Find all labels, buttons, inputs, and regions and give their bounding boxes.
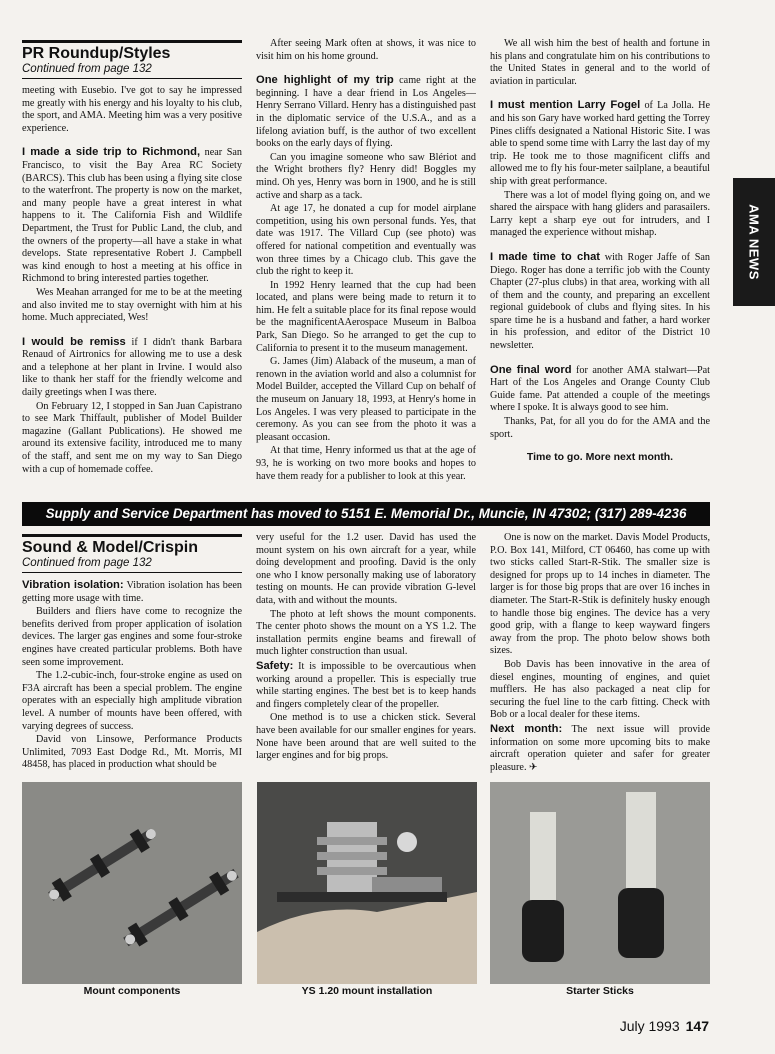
paragraph: One method is to use a chicken stick. Several have been available for our smaller engines for years. None have been around that are well suited to the larger engines and for big props. xyxy=(256,712,476,762)
paragraph: Bob Davis has been innovative in the area of diesel engines, mounting of engines, and quiet mufflers. He has also packaged a neat clip for securing the fuel line to the carb fitting. Check with Bob or a local dealer for these items. xyxy=(490,658,710,721)
paragraph: The photo at left shows the mount components. The center photo shows the mount on a YS 1.2. The installation permits engine beams and firewall of much lighter construction than usual. xyxy=(256,608,476,658)
ama-news-label: AMA NEWS xyxy=(746,204,762,280)
paragraph: Wes Meahan arranged for me to be at the meeting and also invited me to stay overnight with him at his home. Much appreciated, Wes! xyxy=(22,286,242,324)
paragraph: meeting with Eusebio. I've got to say he impressed me greatly with his energy and his loyalty to his club, the sport, and AMA. Meeting him was a very positive experience. xyxy=(22,85,242,134)
paragraph: We all wish him the best of health and fortune in his plans and congratulate him on his contributions to the United States in general and to the world of aviation in particular. xyxy=(490,38,710,87)
sound-section-title: Sound & Model/Crispin xyxy=(22,539,198,556)
paragraph: One is now on the market. Davis Model Products, P.O. Box 141, Milford, CT 06460, has come up with two sticks called Start-R-Stik. The smaller size is designed for props up to 14 inches in diameter. The larger is for those big props that are over 16 inches in diameter. The Start-R-Stik is definitely husky enough to handle those big engines. The device has a very good grip, with a flange to keep wayward fingers away from the prop. The photo below shows both sizes. xyxy=(490,532,710,657)
sound-column-1 xyxy=(22,534,242,780)
photo-caption: Starter Sticks xyxy=(566,985,634,997)
paragraph: One highlight of my trip came right at the beginning. I have a dear friend in Los Angeles—Henry Serrano Villard. Henry has a distinguished past in the diplomatic service of the U.S.A., and as a lifelong aviation buff, is the author of two excellent books on the early days of flying. xyxy=(256,74,476,150)
supply-service-banner: Supply and Service Department has moved to 5151 E. Memorial Dr., Muncie, IN 47302; (317) 289-4236 xyxy=(22,502,710,526)
closing-line: Time to go. More next month. xyxy=(526,451,674,464)
paragraph: David von Linsowe, Performance Products Unlimited, 7093 East Dodge Rd., Mt. Morris, MI 48458, has placed in production what should be xyxy=(22,734,242,771)
paragraph: G. James (Jim) Alaback of the museum, a man of renown in the aviation world and also a columnist for Model Builder, accepted the Villard Cup on behalf of the museum on January 18, 1993, at Henry's home in Los Angeles. I was very pleased to participate in the ceremony. As you can see from the photo it was a pleasant occasion. xyxy=(256,356,476,443)
photo-caption: YS 1.20 mount installation xyxy=(301,985,433,997)
paragraph: The 1.2-cubic-inch, four-stroke engine as used on F3A aircraft has been a special problem. The engine operates with an especially high amplitude vibration level. A number of mounts have been offered, with varying degrees of success. xyxy=(22,670,242,732)
ama-news-tab xyxy=(733,178,775,306)
paragraph: At age 17, he donated a cup for model airplane competition, using his own personal funds. Yes, that date was 1917. The Villard Cup (see photo) was offered for national competition and eventually was won three times by a Chicago club. This gave the club the right to keep it. xyxy=(256,203,476,278)
pr-section-header xyxy=(22,40,242,79)
sound-column-2 xyxy=(256,532,476,780)
paragraph: Next month: The next issue will provide information on some more upcoming bits to make aircraft operation quieter and safer for greater pleasure. ✈ xyxy=(490,722,710,773)
pr-column-3 xyxy=(490,38,710,495)
paragraph: In 1992 Henry learned that the cup had been located, and plans were being made to return it to him. He felt a suitable place for its final repose would be the magnificentAAerospace Museum in Balboa Park, San Diego. So he arranged to get the cup to California to present it to the museum management. xyxy=(256,279,476,354)
paragraph: I made time to chat with Roger Jaffe of San Diego. Roger has done a terrific job with the County Chapter (27-plus clubs) in that area, working with all of them and the county, and preparing an excellent regional guidebook of clubs and flying sites. In his spare time he is a husband and father, a hard worker in his profession, and editor of the District 10 newsletter. xyxy=(490,250,710,352)
paragraph: On February 12, I stopped in San Juan Capistrano to see Mark Thiffault, publisher of Model Builder magazine (Gallant Publications). He showed me around its extensive facility, introduced me to many of the staff, and sent me on my way to San Diego with a cup of homemade coffee. xyxy=(22,400,242,475)
paragraph: After seeing Mark often at shows, it was nice to visit him on his home ground. xyxy=(256,38,476,62)
paragraph: I made a side trip to Richmond, near San Francisco, to visit the Bay Area RC Society (BARCS). This club has been using a flying site close to the waterfront. The property is now on the market, and many people have a great interest in what happens to it. The California Fish and Wildlife Department, the Trust for Public Land, the club, and the owners of the property—all have a stake in what develops. State representative Robert J. Campbell was kind enough to host a meeting at his office in Richmond to bring interested parties together. xyxy=(22,146,242,285)
paragraph: I must mention Larry Fogel of La Jolla. He and his son Gary have worked hard getting the Torrey Pines cliffs designated a National Historic Site. I was able to spend some time with Larry the last day of my trip. He took me to those magnificent cliffs and allowed me to fly his four-meter sailplane, a beautiful ship with great performance. xyxy=(490,99,710,187)
paragraph: Safety: It is impossible to be overcautious when working around a propeller. This is especially true while starting engines. The best bet is to keep hands and fingers completely clear of the propeller. xyxy=(256,659,476,710)
paragraph: One final word for another AMA stalwart—Pat Hart of the Los Angeles and Orange County Club Guide fame. Pat attended a couple of the meetings where I spoke. It is always good to see him. xyxy=(490,363,710,414)
paragraph: Can you imagine someone who saw Blériot and the Wright brothers fly? Henry did! Boggles my mind. Oh yes, Henry was born in 1900, and he is still active and sharp as a tack. xyxy=(256,151,476,201)
pr-section-title: PR Roundup/Styles xyxy=(22,45,171,62)
paragraph: I would be remiss if I didn't thank Barbara Renaud of Airtronics for allowing me to use a desk and a telephone at her plant in Irvine. I would also like to thank her staff for the friendly welcome and daily greetings when I was there. xyxy=(22,335,242,399)
paragraph: Builders and fliers have come to recognize the benefits derived from proper application of isolation devices. The larger gas engines and some four-stroke engines have created particular problems. Both have seen some improvement. xyxy=(22,606,242,668)
page-footer xyxy=(620,1018,709,1034)
paragraph: At that time, Henry informed us that at the age of 93, he is working on two more books and hopes to have them ready for a publisher to look at this year. xyxy=(256,445,476,482)
sound-column-3 xyxy=(490,532,710,780)
paragraph: very useful for the 1.2 user. David has used the mount system on his own aircraft for a year, while doing development and proofing. David is the only one who I know personally making use of laboratory testing on mounts. He can provide vibration G-level data, with and without the mounts. xyxy=(256,532,476,606)
photo-caption: Mount components xyxy=(83,985,181,997)
issue-date: July 1993 xyxy=(619,1018,680,1034)
page-number: 147 xyxy=(685,1018,709,1034)
pr-column-2 xyxy=(256,38,476,495)
paragraph: Vibration isolation: Vibration isolation has been getting more usage with time. xyxy=(22,579,242,604)
pr-column-1 xyxy=(22,40,242,495)
ys-mount-installation-photo xyxy=(257,782,477,984)
starter-sticks-photo xyxy=(490,782,710,984)
sound-section-header xyxy=(22,534,242,573)
paragraph: Thanks, Pat, for all you do for the AMA and the sport. xyxy=(490,416,710,440)
pr-continued-note: Continued from page 132 xyxy=(22,63,242,79)
mount-components-photo xyxy=(22,782,242,984)
sound-continued-note: Continued from page 132 xyxy=(22,557,242,573)
paragraph: There was a lot of model flying going on, and we shared the airspace with hang gliders and parasailers. Larry kept a sharp eye out for intruders, and I managed the experience without mishap. xyxy=(490,189,710,239)
